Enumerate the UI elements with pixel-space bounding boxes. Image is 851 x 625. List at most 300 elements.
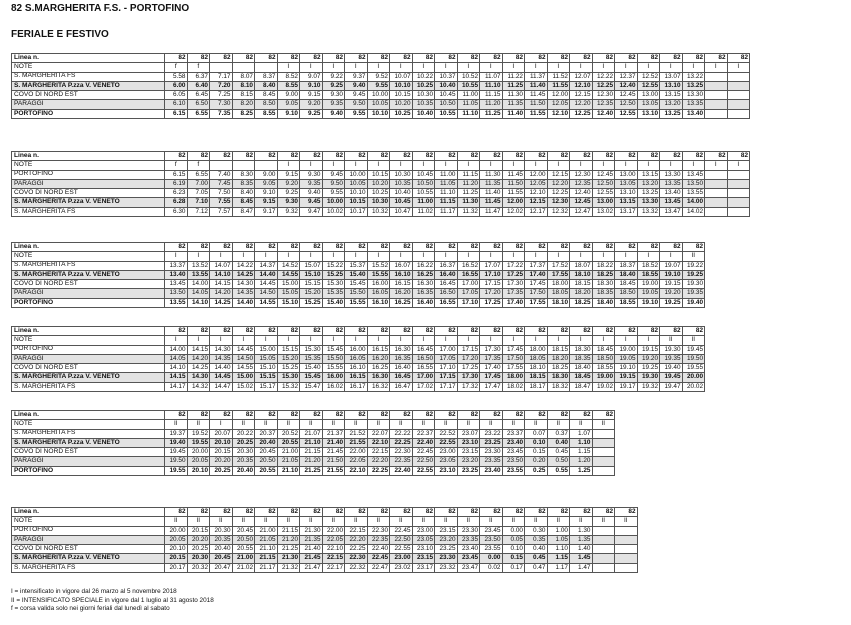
notes-row <box>12 252 705 261</box>
time-cell: 20.35 <box>232 457 255 466</box>
time-cell: 0.45 <box>547 448 570 457</box>
time-cell <box>592 448 615 457</box>
time-cell: 10.10 <box>390 81 413 90</box>
time-cell: 12.25 <box>592 81 615 90</box>
time-cell: 22.22 <box>390 429 413 438</box>
time-cell: II <box>345 420 368 429</box>
time-cell: I <box>705 161 728 170</box>
line-number-cell: 82 <box>322 152 345 161</box>
time-cell: II <box>367 420 390 429</box>
notes-row <box>12 336 705 345</box>
time-cell: 13.15 <box>660 91 683 100</box>
line-number-cell: 82 <box>660 327 683 336</box>
time-cell: II <box>300 420 323 429</box>
time-cell: 11.55 <box>502 189 525 198</box>
time-cell: I <box>660 252 683 261</box>
line-number-cell: 82 <box>210 411 233 420</box>
line-number-cell: 82 <box>210 327 233 336</box>
time-cell: 18.35 <box>592 289 615 298</box>
time-cell: 17.02 <box>412 382 435 391</box>
time-cell: 14.22 <box>232 261 255 270</box>
time-cell <box>592 535 615 544</box>
time-cell <box>727 72 750 81</box>
time-cell <box>592 466 615 475</box>
time-cell: 8.55 <box>277 81 300 90</box>
time-cell: 9.15 <box>255 198 278 207</box>
time-cell: 11.20 <box>457 179 480 188</box>
time-cell: 10.35 <box>390 179 413 188</box>
time-cell: 13.30 <box>682 91 705 100</box>
time-cell: 14.55 <box>255 298 278 307</box>
time-cell: 14.17 <box>165 382 188 391</box>
time-cell: I <box>210 252 233 261</box>
row-label: PORTOFINO <box>12 345 165 354</box>
line-number-cell: 82 <box>232 152 255 161</box>
time-cell: 10.45 <box>435 91 458 100</box>
time-cell: 19.52 <box>187 429 210 438</box>
time-cell: I <box>570 336 593 345</box>
time-cell: 17.30 <box>457 373 480 382</box>
line-row <box>12 327 705 336</box>
time-cell <box>592 554 615 563</box>
line-number-cell: 82 <box>502 327 525 336</box>
time-cell: 14.25 <box>187 364 210 373</box>
line-number-cell: 82 <box>435 508 458 517</box>
time-cell: II <box>412 517 435 526</box>
stop-row <box>12 100 750 109</box>
line-number-cell: 82 <box>165 411 188 420</box>
time-cell: 16.40 <box>435 270 458 279</box>
time-cell: 18.20 <box>547 354 570 363</box>
time-cell: 22.37 <box>412 429 435 438</box>
time-cell: 19.55 <box>187 438 210 447</box>
time-cell: 5.58 <box>165 72 188 81</box>
line-number-cell: 82 <box>367 243 390 252</box>
time-cell: 23.30 <box>435 554 458 563</box>
time-cell: 19.55 <box>165 466 188 475</box>
row-label: Linea n. <box>12 54 165 63</box>
stop-row <box>12 189 750 198</box>
time-cell: 17.00 <box>457 280 480 289</box>
time-cell: 14.35 <box>210 354 233 363</box>
time-cell <box>727 207 750 216</box>
time-cell: I <box>570 252 593 261</box>
time-cell <box>705 207 728 216</box>
time-cell <box>255 161 278 170</box>
time-cell: 21.37 <box>322 429 345 438</box>
time-cell: 19.05 <box>637 289 660 298</box>
line-number-cell: 82 <box>682 152 705 161</box>
time-cell: 13.40 <box>660 189 683 198</box>
time-cell: I <box>502 161 525 170</box>
time-cell: 20.50 <box>232 535 255 544</box>
time-cell: 22.32 <box>345 563 368 572</box>
time-cell: II <box>480 420 503 429</box>
time-cell: 20.25 <box>232 438 255 447</box>
line-number-cell: 82 <box>300 411 323 420</box>
time-cell: 11.20 <box>480 100 503 109</box>
stop-row <box>12 81 750 90</box>
line-number-cell: 82 <box>187 327 210 336</box>
time-cell: 22.25 <box>390 438 413 447</box>
time-cell: 15.02 <box>232 382 255 391</box>
time-cell: I <box>480 252 503 261</box>
time-cell: II <box>367 517 390 526</box>
time-cell: 21.40 <box>322 438 345 447</box>
time-cell: 15.40 <box>300 364 323 373</box>
time-cell: 21.00 <box>277 448 300 457</box>
time-cell: 22.30 <box>367 526 390 535</box>
time-cell: 22.52 <box>435 429 458 438</box>
time-cell: 22.15 <box>322 554 345 563</box>
line-number-cell: 82 <box>547 411 570 420</box>
time-cell: 21.45 <box>322 448 345 457</box>
stop-row <box>12 170 750 179</box>
time-cell: 20.45 <box>255 448 278 457</box>
time-cell: 19.35 <box>682 289 705 298</box>
time-cell: II <box>502 420 525 429</box>
row-label: S. MARGHERITA FS <box>12 261 165 270</box>
time-cell: I <box>592 161 615 170</box>
time-cell: II <box>592 517 615 526</box>
time-cell: f <box>165 161 188 170</box>
time-cell: 13.50 <box>165 289 188 298</box>
time-cell: 7.57 <box>210 207 233 216</box>
time-cell: 21.30 <box>300 526 323 535</box>
time-cell: 15.55 <box>322 364 345 373</box>
line-number-cell: 82 <box>165 243 188 252</box>
stop-row <box>12 109 750 118</box>
time-cell: 14.40 <box>210 364 233 373</box>
time-cell: II <box>255 517 278 526</box>
time-cell: 11.55 <box>547 81 570 90</box>
time-cell: 10.02 <box>322 207 345 216</box>
time-cell: 16.02 <box>322 382 345 391</box>
time-cell: 21.55 <box>345 438 368 447</box>
time-cell: 19.17 <box>615 382 638 391</box>
time-cell: 17.45 <box>502 345 525 354</box>
time-cell: 10.10 <box>345 189 368 198</box>
line-number-cell: 82 <box>255 243 278 252</box>
time-cell: I <box>727 161 750 170</box>
line-number-cell: 82 <box>165 327 188 336</box>
time-cell: 13.25 <box>637 189 660 198</box>
time-cell <box>705 100 728 109</box>
time-cell: 17.10 <box>457 298 480 307</box>
row-label: COVO DI NORD EST <box>12 280 165 289</box>
time-cell: 14.10 <box>165 364 188 373</box>
time-cell: 10.40 <box>435 81 458 90</box>
time-cell: 10.35 <box>412 100 435 109</box>
time-cell: I <box>435 63 458 72</box>
line-number-cell: 82 <box>345 508 368 517</box>
row-label: NOTE <box>12 252 165 261</box>
time-cell: 17.20 <box>480 289 503 298</box>
time-cell: I <box>277 161 300 170</box>
time-cell: 19.25 <box>682 270 705 279</box>
time-cell: 23.05 <box>435 457 458 466</box>
time-cell: 20.10 <box>165 545 188 554</box>
stop-row <box>12 354 705 363</box>
time-cell <box>727 179 750 188</box>
time-cell: 18.00 <box>502 373 525 382</box>
time-cell: 9.47 <box>300 207 323 216</box>
time-cell: 9.20 <box>277 179 300 188</box>
footnote-feriale: f = corsa valida solo nei giorni feriali dal lunedì al sabato <box>11 605 170 613</box>
time-cell: II <box>457 420 480 429</box>
row-label: S. MARGHERITA FS <box>12 382 165 391</box>
line-number-cell: 82 <box>682 327 705 336</box>
time-cell: I <box>525 252 548 261</box>
time-cell: 20.00 <box>165 526 188 535</box>
row-label: PARAGGI <box>12 535 165 544</box>
time-cell <box>727 170 750 179</box>
line-number-cell: 82 <box>615 54 638 63</box>
time-cell: 9.30 <box>277 198 300 207</box>
time-cell: 14.50 <box>255 289 278 298</box>
line-number-cell: 82 <box>457 327 480 336</box>
time-cell: 12.35 <box>570 179 593 188</box>
time-cell: 21.20 <box>300 457 323 466</box>
time-cell: 15.07 <box>300 261 323 270</box>
line-number-cell: 82 <box>705 152 728 161</box>
time-cell: I <box>480 336 503 345</box>
time-cell: I <box>255 252 278 261</box>
time-cell: 18.10 <box>525 364 548 373</box>
time-cell: 17.05 <box>457 289 480 298</box>
time-cell <box>255 63 278 72</box>
time-cell: 18.02 <box>502 382 525 391</box>
line-number-cell: 82 <box>660 243 683 252</box>
time-cell: 18.00 <box>525 345 548 354</box>
time-cell: 18.40 <box>615 270 638 279</box>
time-cell: I <box>390 63 413 72</box>
time-cell: I <box>300 161 323 170</box>
time-cell: 13.25 <box>660 109 683 118</box>
time-cell: 15.45 <box>300 373 323 382</box>
time-cell: 10.25 <box>367 189 390 198</box>
row-label: PORTOFINO <box>12 526 165 535</box>
line-number-cell: 82 <box>570 243 593 252</box>
stop-row <box>12 535 638 544</box>
time-cell: 12.45 <box>592 170 615 179</box>
time-cell: 0.10 <box>525 438 548 447</box>
time-cell: 18.22 <box>592 261 615 270</box>
line-number-cell: 82 <box>345 243 368 252</box>
time-cell: 0.15 <box>502 554 525 563</box>
time-cell: 11.35 <box>502 100 525 109</box>
time-cell: 1.30 <box>570 526 593 535</box>
time-cell: II <box>322 420 345 429</box>
time-cell: 21.10 <box>255 545 278 554</box>
line-number-cell: 82 <box>210 152 233 161</box>
time-cell: I <box>660 161 683 170</box>
time-cell <box>615 563 638 572</box>
time-cell: 15.30 <box>300 345 323 354</box>
line-number-cell: 82 <box>390 243 413 252</box>
time-cell: 15.45 <box>345 280 368 289</box>
time-cell: II <box>502 517 525 526</box>
time-cell: 22.50 <box>390 535 413 544</box>
time-cell: 18.00 <box>547 280 570 289</box>
time-cell: 14.00 <box>187 280 210 289</box>
time-cell: 20.15 <box>165 554 188 563</box>
time-cell: 16.30 <box>412 280 435 289</box>
time-cell: 12.17 <box>525 207 548 216</box>
time-cell: 17.30 <box>502 280 525 289</box>
time-cell: 14.55 <box>232 364 255 373</box>
time-cell: 1.45 <box>570 554 593 563</box>
time-cell: 15.50 <box>322 354 345 363</box>
time-cell: 17.30 <box>480 345 503 354</box>
time-cell: I <box>412 336 435 345</box>
time-cell: 7.25 <box>210 91 233 100</box>
time-cell: 13.30 <box>660 170 683 179</box>
time-cell: I <box>300 252 323 261</box>
time-cell: 21.00 <box>255 526 278 535</box>
time-cell: 16.25 <box>367 364 390 373</box>
time-cell: 12.07 <box>570 72 593 81</box>
stop-row <box>12 382 705 391</box>
time-cell <box>592 438 615 447</box>
time-cell: 22.40 <box>412 438 435 447</box>
line-number-cell: 82 <box>345 152 368 161</box>
time-cell: 15.15 <box>300 280 323 289</box>
time-cell: 12.45 <box>570 198 593 207</box>
time-cell: 14.00 <box>165 345 188 354</box>
time-cell: 16.45 <box>412 345 435 354</box>
line-number-cell: 82 <box>390 327 413 336</box>
time-cell: 11.00 <box>412 198 435 207</box>
time-cell: 8.20 <box>232 100 255 109</box>
time-cell: 20.55 <box>255 466 278 475</box>
line-number-cell: 82 <box>525 243 548 252</box>
time-cell: 20.05 <box>187 457 210 466</box>
time-cell: 17.07 <box>480 261 503 270</box>
time-cell: I <box>457 63 480 72</box>
time-cell: I <box>412 63 435 72</box>
time-cell: 17.10 <box>435 364 458 373</box>
page-subtitle: FERIALE E FESTIVO <box>11 29 109 40</box>
time-cell: 17.25 <box>457 364 480 373</box>
time-cell <box>705 198 728 207</box>
time-cell: 23.00 <box>412 526 435 535</box>
time-cell: 22.00 <box>345 448 368 457</box>
time-cell: I <box>525 336 548 345</box>
time-cell: 15.00 <box>232 373 255 382</box>
time-cell: 12.30 <box>547 198 570 207</box>
time-cell: 17.52 <box>547 261 570 270</box>
line-row <box>12 411 615 420</box>
time-cell: I <box>525 161 548 170</box>
line-number-cell: 82 <box>367 508 390 517</box>
time-cell: 10.37 <box>435 72 458 81</box>
time-cell: 23.25 <box>480 438 503 447</box>
time-cell: 7.17 <box>210 72 233 81</box>
time-cell: 13.07 <box>660 72 683 81</box>
row-label: NOTE <box>12 336 165 345</box>
time-cell: 21.50 <box>322 457 345 466</box>
time-cell: I <box>210 336 233 345</box>
time-cell: 19.20 <box>660 289 683 298</box>
time-cell: 20.20 <box>210 457 233 466</box>
time-cell: 16.15 <box>345 373 368 382</box>
time-cell: 1.05 <box>547 535 570 544</box>
time-cell: 19.45 <box>682 345 705 354</box>
time-cell: 19.50 <box>682 354 705 363</box>
time-cell: 22.50 <box>412 457 435 466</box>
time-cell: 13.45 <box>660 198 683 207</box>
time-cell: 20.00 <box>682 373 705 382</box>
line-number-cell: 82 <box>480 327 503 336</box>
time-cell: 14.52 <box>277 261 300 270</box>
line-number-cell: 82 <box>277 152 300 161</box>
line-number-cell: 82 <box>457 54 480 63</box>
row-label: S. MARGHERITA P.zza V. VENETO <box>12 554 165 563</box>
time-cell: 11.52 <box>547 72 570 81</box>
time-cell: I <box>165 252 188 261</box>
time-cell: 6.55 <box>187 109 210 118</box>
time-cell: 6.50 <box>187 100 210 109</box>
time-cell: I <box>592 336 615 345</box>
line-number-cell: 82 <box>255 508 278 517</box>
time-cell: 22.10 <box>322 545 345 554</box>
time-cell: 0.40 <box>525 545 548 554</box>
time-cell: 15.32 <box>277 382 300 391</box>
time-cell: 20.50 <box>255 457 278 466</box>
time-cell: I <box>367 63 390 72</box>
time-cell: 16.00 <box>345 345 368 354</box>
time-cell: 22.45 <box>390 526 413 535</box>
time-cell: 19.25 <box>637 364 660 373</box>
time-cell: I <box>435 336 458 345</box>
time-cell: 9.55 <box>345 109 368 118</box>
time-cell: II <box>165 517 188 526</box>
time-cell: 0.30 <box>525 526 548 535</box>
time-cell: 12.37 <box>615 72 638 81</box>
time-cell: 19.50 <box>165 457 188 466</box>
time-cell: 13.17 <box>615 207 638 216</box>
time-cell: II <box>570 420 593 429</box>
time-cell: 12.00 <box>547 91 570 100</box>
time-cell: 22.15 <box>367 448 390 457</box>
time-cell: 16.35 <box>412 289 435 298</box>
time-cell: 23.30 <box>457 526 480 535</box>
time-cell: 22.10 <box>345 466 368 475</box>
row-label: S. MARGHERITA FS <box>12 563 165 572</box>
time-cell: I <box>592 63 615 72</box>
time-cell: 14.20 <box>187 354 210 363</box>
time-cell: 18.50 <box>592 354 615 363</box>
time-cell: 20.15 <box>187 526 210 535</box>
time-cell: 16.25 <box>412 270 435 279</box>
time-cell: II <box>682 336 705 345</box>
time-cell: 16.20 <box>367 354 390 363</box>
stop-row <box>12 448 615 457</box>
time-cell: 14.00 <box>682 198 705 207</box>
time-cell: I <box>637 336 660 345</box>
time-cell: I <box>255 336 278 345</box>
time-cell: I <box>322 161 345 170</box>
time-cell: 14.07 <box>210 261 233 270</box>
time-cell <box>705 72 728 81</box>
time-cell: 11.10 <box>480 81 503 90</box>
time-cell: 0.00 <box>480 554 503 563</box>
time-cell: 9.00 <box>277 91 300 100</box>
time-cell: 8.15 <box>232 91 255 100</box>
time-cell: 0.47 <box>525 563 548 572</box>
time-cell: 21.25 <box>300 466 323 475</box>
